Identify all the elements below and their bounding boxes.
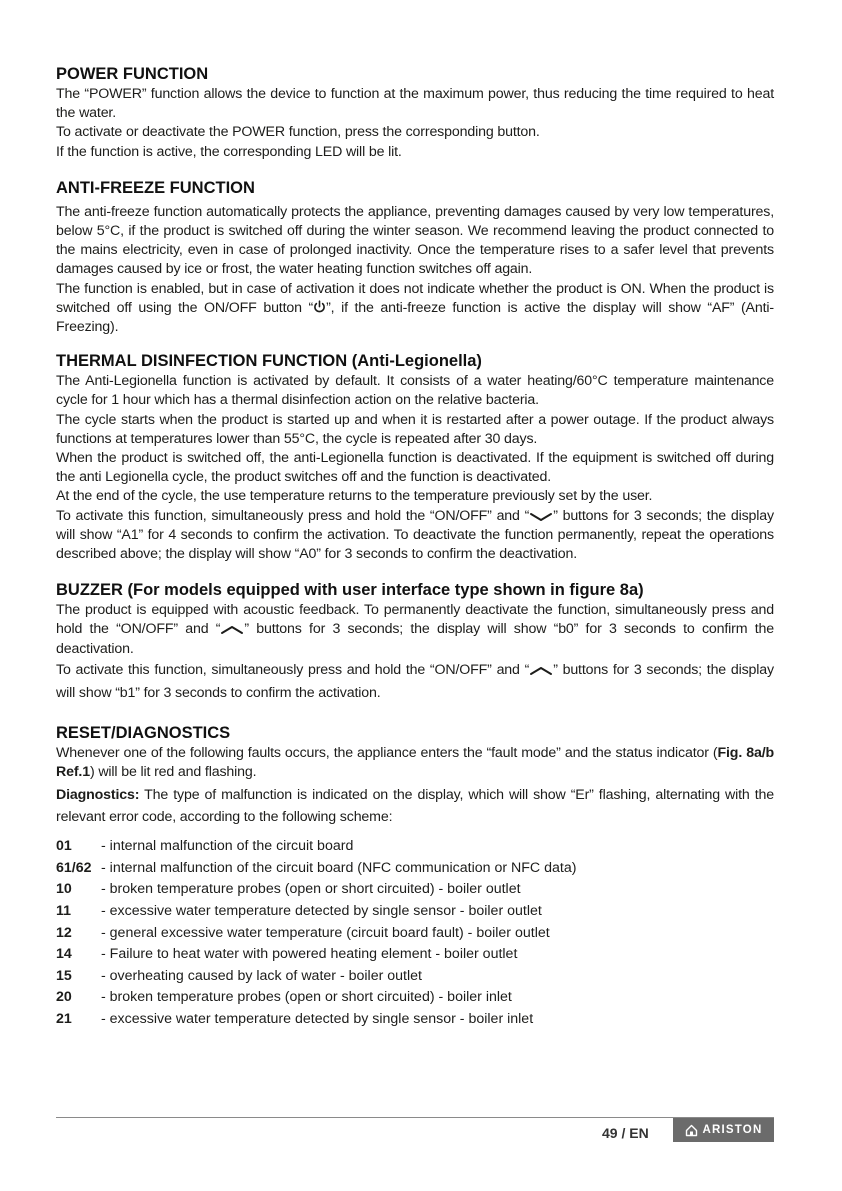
brand-logo xyxy=(673,1118,774,1142)
buzzer-title: BUZZER (For models equipped with user interface type shown in figure 8a) xyxy=(56,581,644,600)
brand-name: ARISTON xyxy=(702,1124,763,1136)
error-description: - internal malfunction of the circuit board xyxy=(101,838,354,855)
error-code: 21 xyxy=(56,1011,72,1028)
error-code: 15 xyxy=(56,967,72,984)
error-code-row xyxy=(56,879,774,901)
error-code: 11 xyxy=(56,903,71,920)
error-description: - excessive water temperature detected by single sensor - boiler inlet xyxy=(101,1011,534,1028)
figure-reference: Fig. 8a/b Ref.1 xyxy=(56,744,774,781)
error-code-row xyxy=(56,944,774,966)
thermal-paragraph-2: The cycle starts when the product is started up and when it is restarted after a power outage. If the product always functions at temperatures lower than 55°C, the cycle is repeated after 30 days. xyxy=(56,411,774,447)
error-code: 01 xyxy=(56,838,72,855)
home-icon xyxy=(685,1124,698,1137)
error-code-row xyxy=(56,1009,774,1031)
error-description: - broken temperature probes (open or short circuited) - boiler inlet xyxy=(101,989,512,1006)
power-paragraph-3: If the function is active, the corresponding LED will be lit. xyxy=(56,143,402,160)
thermal-disinfection-section xyxy=(56,351,774,564)
thermal-paragraph-3: When the product is switched off, the anti-Legionella function is deactivated. If the equipment is switched off during the anti Legionella cycle, the product switches off and the function is deactivated. xyxy=(56,450,774,486)
error-code: 12 xyxy=(56,924,72,941)
chevron-up-icon xyxy=(220,625,244,635)
power-paragraph-1: The “POWER” function allows the device to function at the maximum power, thus reducing the time required to heat the water. xyxy=(56,86,774,122)
error-code: 20 xyxy=(56,989,72,1006)
buzzer-section xyxy=(56,580,774,705)
power-function-title: POWER FUNCTION xyxy=(56,65,209,83)
antifreeze-title: ANTI-FREEZE FUNCTION xyxy=(56,178,255,197)
error-code-row xyxy=(56,966,774,988)
error-code-list xyxy=(56,836,774,1030)
reset-diagnostics-title: RESET/DIAGNOSTICS xyxy=(56,723,231,742)
error-description: - internal malfunction of the circuit board (NFC communication or NFC data) xyxy=(101,859,577,876)
page-content xyxy=(56,64,774,1047)
antifreeze-paragraph-1: The anti-freeze function automatically protects the appliance, preventing damages caused by very low temperatures, below 5°C, if the product is switched off during the winter season. We recommend leaving the product connected to the mains electricity, even in case of prolonged inactivity. Once the temperature rises to a safer level that prevents damages caused by ice or frost, the water heating function switches off again. xyxy=(56,203,774,278)
reset-diagnostics-section xyxy=(56,723,774,1031)
diagnostics-label: Diagnostics: xyxy=(56,787,140,804)
error-code-row xyxy=(56,987,774,1009)
error-description: - excessive water temperature detected by single sensor - boiler outlet xyxy=(101,903,542,920)
thermal-disinfection-title: THERMAL DISINFECTION FUNCTION (Anti-Legionella) xyxy=(56,352,482,371)
error-code-row xyxy=(56,836,774,858)
error-code: 14 xyxy=(56,946,72,963)
error-description: - general excessive water temperature (circuit board fault) - boiler outlet xyxy=(101,924,550,941)
error-code-row xyxy=(56,901,774,923)
error-code-row xyxy=(56,923,774,945)
antifreeze-section xyxy=(56,178,774,337)
thermal-paragraph-5: To activate this function, simultaneously press and hold the “ON/OFF” and “ ” buttons for 3 seconds; the display will show “A1” for 4 seconds to confirm the activation. To deactivate the function permanently, repeat the operations described above; the display will show “A0” for 3 seconds to confirm the deactivation. xyxy=(56,507,774,563)
footer-divider xyxy=(56,1117,774,1118)
buzzer-paragraph-1: The product is equipped with acoustic feedback. To permanently deactivate the function, simultaneously press and hold the “ON/OFF” and “ ” buttons for 3 seconds; the display will show “b0” for 3 seconds to confirm the deactivation. xyxy=(56,602,774,657)
error-description: - Failure to heat water with powered heating element - boiler outlet xyxy=(101,946,518,963)
diagnostics-paragraph: Diagnostics: The type of malfunction is indicated on the display, which will show “Er” flashing, alternating with the relevant error code, according to the following scheme: xyxy=(56,787,774,826)
chevron-up-icon xyxy=(529,666,553,676)
error-code-row xyxy=(56,858,774,880)
reset-paragraph-1: Whenever one of the following faults occurs, the appliance enters the “fault mode” and the status indicator (Fig. 8a/b Ref.1) will be lit red and flashing. xyxy=(56,744,774,781)
thermal-paragraph-1: The Anti-Legionella function is activated by default. It consists of a water heating/60°C temperature maintenance cycle for 1 hour which has a thermal disinfection action on the relative bacteria. xyxy=(56,373,774,409)
thermal-paragraph-4: At the end of the cycle, the use temperature returns to the temperature previously set by the user. xyxy=(56,488,653,505)
antifreeze-paragraph-2: The function is enabled, but in case of activation it does not indicate whether the product is ON. When the product is switched off using the ON/OFF button “ ”, if the anti-freeze function is active the display will show “AF” (Anti-Freezing). xyxy=(56,280,774,336)
power-function-section xyxy=(56,64,774,162)
error-code: 10 xyxy=(56,881,72,898)
buzzer-paragraph-2: To activate this function, simultaneously press and hold the “ON/OFF” and “ ” buttons for 3 seconds; the display will show “b1” for 3 seconds to confirm the activation. xyxy=(56,661,774,701)
power-paragraph-2: To activate or deactivate the POWER function, press the corresponding button. xyxy=(56,124,540,141)
power-icon xyxy=(313,300,326,314)
page-number: 49 / EN xyxy=(602,1125,649,1141)
error-description: - broken temperature probes (open or short circuited) - boiler outlet xyxy=(101,881,521,898)
error-description: - overheating caused by lack of water - boiler outlet xyxy=(101,967,422,984)
error-code: 61/62 xyxy=(56,859,92,876)
chevron-down-icon xyxy=(529,512,553,522)
